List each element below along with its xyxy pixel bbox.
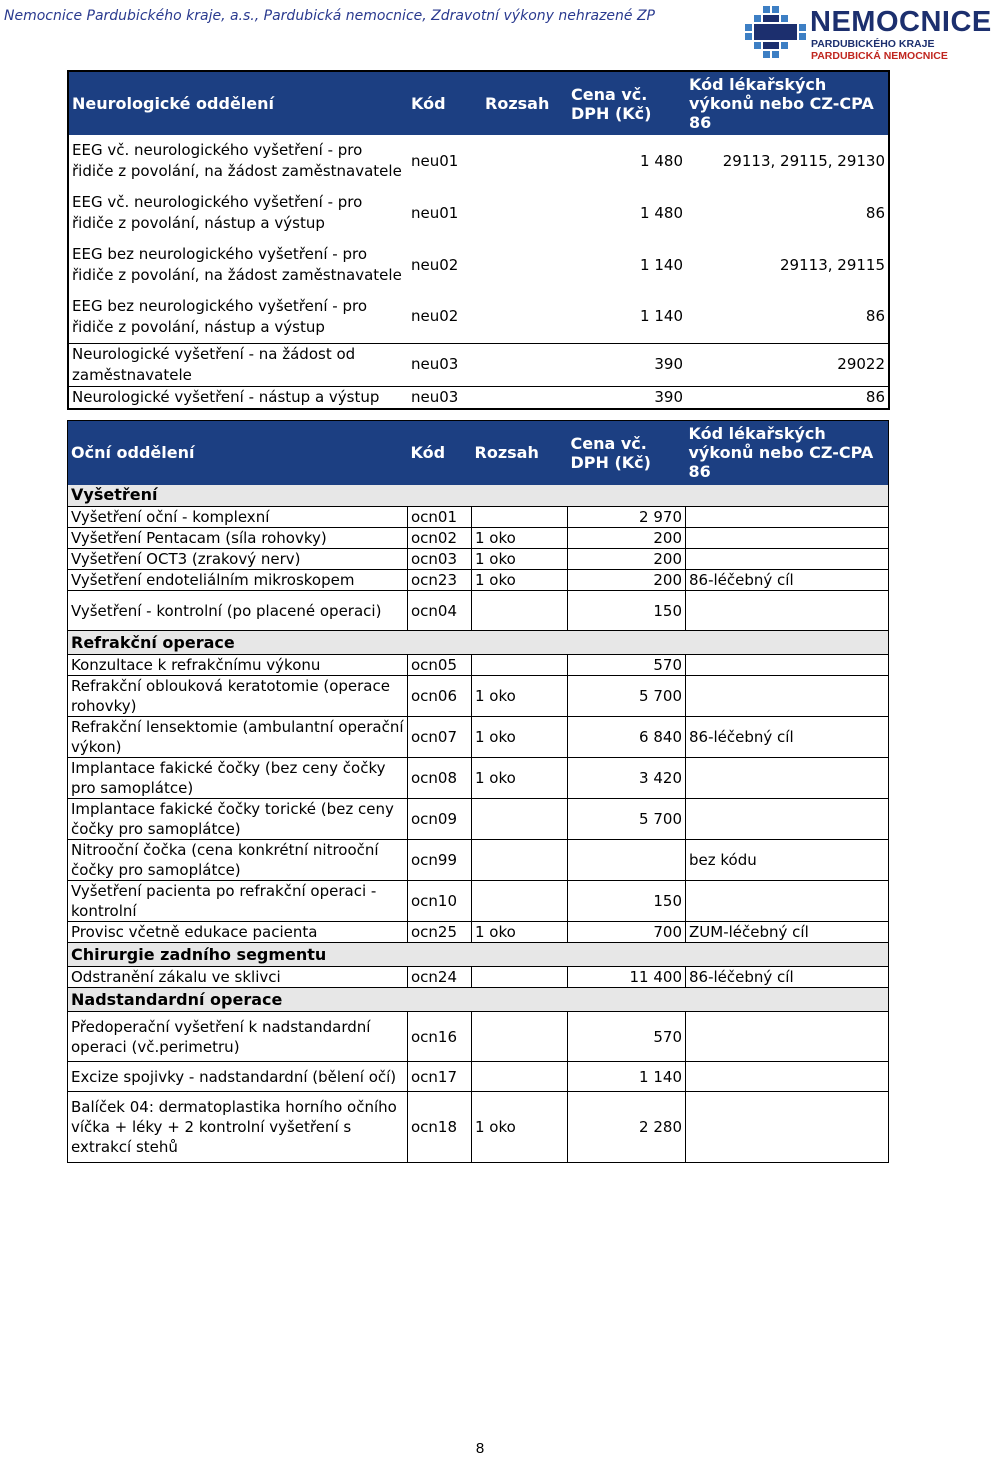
table-row <box>68 922 889 943</box>
table-row <box>68 881 889 922</box>
service-price: 1 480 <box>640 151 683 170</box>
service-code: neu02 <box>411 255 459 274</box>
service-code: ocn06 <box>408 676 472 717</box>
table-row <box>68 655 889 676</box>
service-scope <box>482 135 568 187</box>
table-row <box>68 187 889 239</box>
service-name: Vyšetření OCT3 (zrakový nerv) <box>68 549 408 570</box>
service-name: Vyšetření - kontrolní (po placené operaci) <box>68 591 408 631</box>
eye-title: Oční oddělení <box>68 421 408 485</box>
service-code: neu03 <box>411 355 459 373</box>
service-price: 700 <box>568 922 686 943</box>
cpa-code <box>686 799 889 840</box>
service-code: ocn04 <box>408 591 472 631</box>
table-row <box>68 1012 889 1062</box>
service-price: 200 <box>568 570 686 591</box>
eye-col-cpa: Kód lékařských výkonů nebo CZ-CPA 86 <box>686 421 889 485</box>
service-price: 11 400 <box>568 967 686 988</box>
service-name: Implantace fakické čočky (bez ceny čočky pro samoplátce) <box>68 758 408 799</box>
table-row <box>68 549 889 570</box>
service-name: Nitrooční čočka (cena konkrétní nitrooční čočky pro samoplátce) <box>68 840 408 881</box>
service-name: Vyšetření endoteliálním mikroskopem <box>68 570 408 591</box>
table-row <box>68 239 889 291</box>
service-name: Vyšetření oční - komplexní <box>68 507 408 528</box>
service-name: Odstranění zákalu ve sklivci <box>68 967 408 988</box>
service-price: 3 420 <box>568 758 686 799</box>
table-row <box>68 386 889 409</box>
table-row <box>68 758 889 799</box>
service-scope <box>472 840 568 881</box>
logo-subtitle: PARDUBICKÉHO KRAJE <box>811 38 935 50</box>
service-code: ocn17 <box>408 1062 472 1092</box>
service-scope: 1 oko <box>472 717 568 758</box>
service-name: Balíček 04: dermatoplastika horního očního víčka + léky + 2 kontrolní vyšetření s extrakcí stehů <box>68 1092 408 1163</box>
service-code: ocn05 <box>408 655 472 676</box>
cpa-code <box>686 1092 889 1163</box>
logo-subtitle-red: PARDUBICKÁ NEMOCNICE <box>811 50 948 62</box>
neurology-table <box>67 70 890 410</box>
section-title: Vyšetření <box>68 485 889 507</box>
service-name: Refrakční oblouková keratotomie (operace rohovky) <box>68 676 408 717</box>
table-row <box>68 570 889 591</box>
logo-title: NEMOCNICE <box>810 6 992 38</box>
cpa-code: 86 <box>865 307 885 326</box>
service-scope <box>472 1062 568 1092</box>
service-code: ocn02 <box>408 528 472 549</box>
eye-col-rozsah: Rozsah <box>472 421 568 485</box>
service-name: EEG vč. neurologického vyšetření - pro řidiče z povolání, nástup a výstup <box>72 193 363 232</box>
section-row <box>68 631 889 655</box>
neuro-title: Neurologické oddělení <box>68 71 408 135</box>
service-code: ocn24 <box>408 967 472 988</box>
table-row <box>68 967 889 988</box>
hospital-logo <box>744 4 992 62</box>
cpa-code: 29113, 29115, 29130 <box>722 151 885 170</box>
service-name: EEG bez neurologického vyšetření - pro řidiče z povolání, na žádost zaměstnavatele <box>72 245 402 284</box>
service-price: 200 <box>568 549 686 570</box>
service-scope <box>482 187 568 239</box>
section-title: Nadstandardní operace <box>68 988 889 1012</box>
service-price: 200 <box>568 528 686 549</box>
neuro-col-rozsah: Rozsah <box>482 71 568 135</box>
service-scope: 1 oko <box>472 1092 568 1163</box>
table-row <box>68 507 889 528</box>
service-price: 390 <box>654 387 683 406</box>
section-row <box>68 943 889 967</box>
cpa-code: 29113, 29115 <box>780 255 885 274</box>
service-code: ocn03 <box>408 549 472 570</box>
service-scope <box>472 655 568 676</box>
service-price: 6 840 <box>568 717 686 758</box>
service-code: ocn18 <box>408 1092 472 1163</box>
service-scope <box>482 386 568 409</box>
service-code: ocn99 <box>408 840 472 881</box>
eye-col-kod: Kód <box>408 421 472 485</box>
service-price: 570 <box>568 1012 686 1062</box>
service-code: neu01 <box>411 151 459 170</box>
service-scope <box>482 291 568 343</box>
service-name: Neurologické vyšetření - na žádost od zaměstnavatele <box>72 344 356 384</box>
table-row <box>68 676 889 717</box>
service-code: ocn07 <box>408 717 472 758</box>
service-price: 570 <box>568 655 686 676</box>
service-name: Excize spojivky - nadstandardní (bělení očí) <box>68 1062 408 1092</box>
service-code: neu02 <box>411 307 459 326</box>
cpa-code <box>686 881 889 922</box>
section-title: Refrakční operace <box>68 631 889 655</box>
table-row <box>68 717 889 758</box>
service-scope: 1 oko <box>472 549 568 570</box>
cpa-code <box>686 1012 889 1062</box>
service-price: 5 700 <box>568 799 686 840</box>
cpa-code <box>686 676 889 717</box>
service-price: 390 <box>654 355 683 373</box>
service-price: 150 <box>568 591 686 631</box>
service-code: ocn23 <box>408 570 472 591</box>
table-row <box>68 591 889 631</box>
neuro-col-cpa: Kód lékařských výkonů nebo CZ-CPA 86 <box>686 71 889 135</box>
neuro-col-kod: Kód <box>408 71 482 135</box>
service-price: 5 700 <box>568 676 686 717</box>
service-name: Vyšetření pacienta po refrakční operaci - kontrolní <box>68 881 408 922</box>
cpa-code: 86 <box>865 203 885 222</box>
service-scope: 1 oko <box>472 758 568 799</box>
cpa-code <box>686 507 889 528</box>
service-scope <box>472 591 568 631</box>
service-name: Neurologické vyšetření - nástup a výstup <box>72 387 380 406</box>
cpa-code <box>686 549 889 570</box>
service-scope <box>482 343 568 386</box>
table-row <box>68 528 889 549</box>
section-title: Chirurgie zadního segmentu <box>68 943 889 967</box>
service-price: 1 140 <box>640 255 683 274</box>
eye-table <box>67 420 889 1163</box>
service-scope <box>472 967 568 988</box>
service-code: ocn01 <box>408 507 472 528</box>
page-number: 8 <box>475 1440 485 1457</box>
service-code: neu03 <box>411 387 459 406</box>
cpa-code: 86-léčebný cíl <box>689 968 794 986</box>
table-row <box>68 343 889 386</box>
service-name: Předoperační vyšetření k nadstandardní operaci (vč.perimetru) <box>68 1012 408 1062</box>
service-scope: 1 oko <box>472 570 568 591</box>
eye-col-cena: Cena vč. DPH (Kč) <box>568 421 686 485</box>
cpa-code: 86 <box>865 387 885 406</box>
table-row <box>68 1062 889 1092</box>
table-row <box>68 840 889 881</box>
service-scope <box>472 1012 568 1062</box>
service-name: EEG bez neurologického vyšetření - pro řidiče z povolání, nástup a výstup <box>72 296 368 336</box>
table-row <box>68 1092 889 1163</box>
service-scope <box>472 881 568 922</box>
cpa-code: ZUM-léčebný cíl <box>689 923 809 941</box>
service-name: Vyšetření Pentacam (síla rohovky) <box>68 528 408 549</box>
service-code: ocn16 <box>408 1012 472 1062</box>
service-price: 1 480 <box>640 203 683 222</box>
page-header <box>0 0 992 62</box>
neuro-col-cena: Cena vč. DPH (Kč) <box>568 71 686 135</box>
service-name: Refrakční lensektomie (ambulantní operační výkon) <box>68 717 408 758</box>
service-price <box>568 840 686 881</box>
service-price: 150 <box>568 881 686 922</box>
service-scope: 1 oko <box>472 922 568 943</box>
service-name: Implantace fakické čočky torické (bez ceny čočky pro samoplátce) <box>68 799 408 840</box>
service-scope: 1 oko <box>472 676 568 717</box>
service-price: 2 280 <box>568 1092 686 1163</box>
cpa-code: 86-léčebný cíl <box>689 728 794 746</box>
service-scope <box>472 799 568 840</box>
section-row <box>68 485 889 507</box>
service-price: 2 970 <box>568 507 686 528</box>
service-name: EEG vč. neurologického vyšetření - pro řidiče z povolání, na žádost zaměstnavatele <box>72 141 402 180</box>
table-row <box>68 135 889 187</box>
service-code: ocn08 <box>408 758 472 799</box>
service-code: ocn25 <box>408 922 472 943</box>
cpa-code: 86-léčebný cíl <box>689 571 794 589</box>
cpa-code <box>686 655 889 676</box>
service-scope <box>482 239 568 291</box>
cpa-code <box>686 528 889 549</box>
service-name: Konzultace k refrakčnímu výkonu <box>68 655 408 676</box>
header-text: Nemocnice Pardubického kraje, a.s., Pardubická nemocnice, Zdravotní výkony nehrazené ZP <box>4 8 655 24</box>
service-scope: 1 oko <box>472 528 568 549</box>
section-row <box>68 988 889 1012</box>
service-code: ocn10 <box>408 881 472 922</box>
service-name: Provisc včetně edukace pacienta <box>68 922 408 943</box>
table-row <box>68 291 889 343</box>
cpa-code <box>686 758 889 799</box>
service-price: 1 140 <box>568 1062 686 1092</box>
cpa-code <box>686 591 889 631</box>
hospital-cross-icon <box>744 4 808 60</box>
table-row <box>68 799 889 840</box>
service-code: neu01 <box>411 203 459 222</box>
cpa-code: 29022 <box>837 355 885 373</box>
cpa-code: bez kódu <box>689 851 757 869</box>
cpa-code <box>686 1062 889 1092</box>
service-code: ocn09 <box>408 799 472 840</box>
service-scope <box>472 507 568 528</box>
service-price: 1 140 <box>640 307 683 326</box>
